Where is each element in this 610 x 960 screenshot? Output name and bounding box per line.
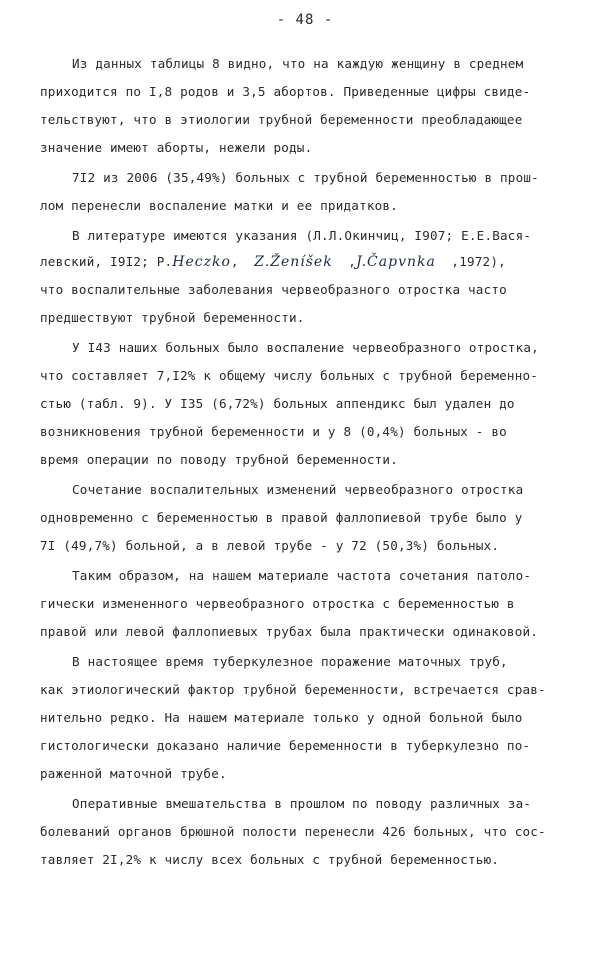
handwritten-author: Z.Ženíšek bbox=[254, 254, 333, 270]
text-line: лом перенесли воспаление матки и ее придатков. bbox=[40, 198, 398, 213]
handwritten-author: Heczko bbox=[172, 254, 231, 270]
text-line: приходится по I,8 родов и 3,5 абортов. Приведенные цифры свиде- bbox=[40, 84, 531, 99]
text-line: В литературе имеются указания (Л.Л.Окинчиц, I907; Е.Е.Вася- bbox=[72, 228, 532, 243]
text-line: гистологически доказано наличие беременности в туберкулезно по- bbox=[40, 738, 531, 753]
text-line: что воспалительные заболевания червеобразного отростка часто bbox=[40, 282, 507, 297]
text-line: У I43 наших больных было воспаление червеобразного отростка, bbox=[72, 340, 539, 355]
text-line: 7I2 из 2006 (35,49%) больных с трубной беременностью в прош- bbox=[72, 170, 539, 185]
text-line: гически измененного червеобразного отростка с беременностью в bbox=[40, 596, 515, 611]
text-segment: левский, I9I2; P. bbox=[40, 254, 173, 269]
text-line: 7I (49,7%) больной, а в левой трубе - у 72 (50,3%) больных. bbox=[40, 538, 500, 553]
text-line: В настоящее время туберкулезное поражение маточных труб, bbox=[72, 654, 508, 669]
text-segment: ,1972), bbox=[451, 254, 506, 269]
text-line: Таким образом, на нашем материале частота сочетания патоло- bbox=[72, 568, 532, 583]
text-line: время операции по поводу трубной беременности. bbox=[40, 452, 398, 467]
text-line: Сочетание воспалительных изменений червеобразного отростка bbox=[72, 482, 524, 497]
text-line: что составляет 7,I2% к общему числу больных с трубной беременно- bbox=[40, 368, 539, 383]
text-line: нительно редко. На нашем материале только у одной больной было bbox=[40, 710, 523, 725]
text-line-with-handwriting bbox=[40, 254, 506, 270]
text-line: раженной маточной трубе. bbox=[40, 766, 227, 781]
text-line: предшествуют трубной беременности. bbox=[40, 310, 305, 325]
text-line: значение имеют аборты, нежели роды. bbox=[40, 140, 313, 155]
text-line: стью (табл. 9). У I35 (6,72%) больных аппендикс был удален до bbox=[40, 396, 515, 411]
text-line: болеваний органов брюшной полости перенесли 426 больных, что сос- bbox=[40, 824, 546, 839]
text-segment: , bbox=[348, 254, 357, 269]
text-segment: , bbox=[230, 254, 239, 269]
text-line: тельствуют, что в этиологии трубной беременности преобладающее bbox=[40, 112, 523, 127]
text-line: как этиологический фактор трубной беременности, встречается срав- bbox=[40, 682, 546, 697]
text-line: правой или левой фаллопиевых трубах была практически одинаковой. bbox=[40, 624, 539, 639]
text-line: Из данных таблицы 8 видно, что на каждую женщину в среднем bbox=[72, 56, 524, 71]
text-line: одновременно с беременностью в правой фаллопиевой трубе было у bbox=[40, 510, 523, 525]
handwritten-author: J.Čapvnka bbox=[356, 254, 436, 270]
text-line: возникновения трубной беременности и у 8 (0,4%) больных - во bbox=[40, 424, 507, 439]
text-line: тавляет 2I,2% к числу всех больных с трубной беременностью. bbox=[40, 852, 500, 867]
text-line: Оперативные вмешательства в прошлом по поводу различных за- bbox=[72, 796, 532, 811]
page-number: - 48 - bbox=[276, 12, 334, 28]
